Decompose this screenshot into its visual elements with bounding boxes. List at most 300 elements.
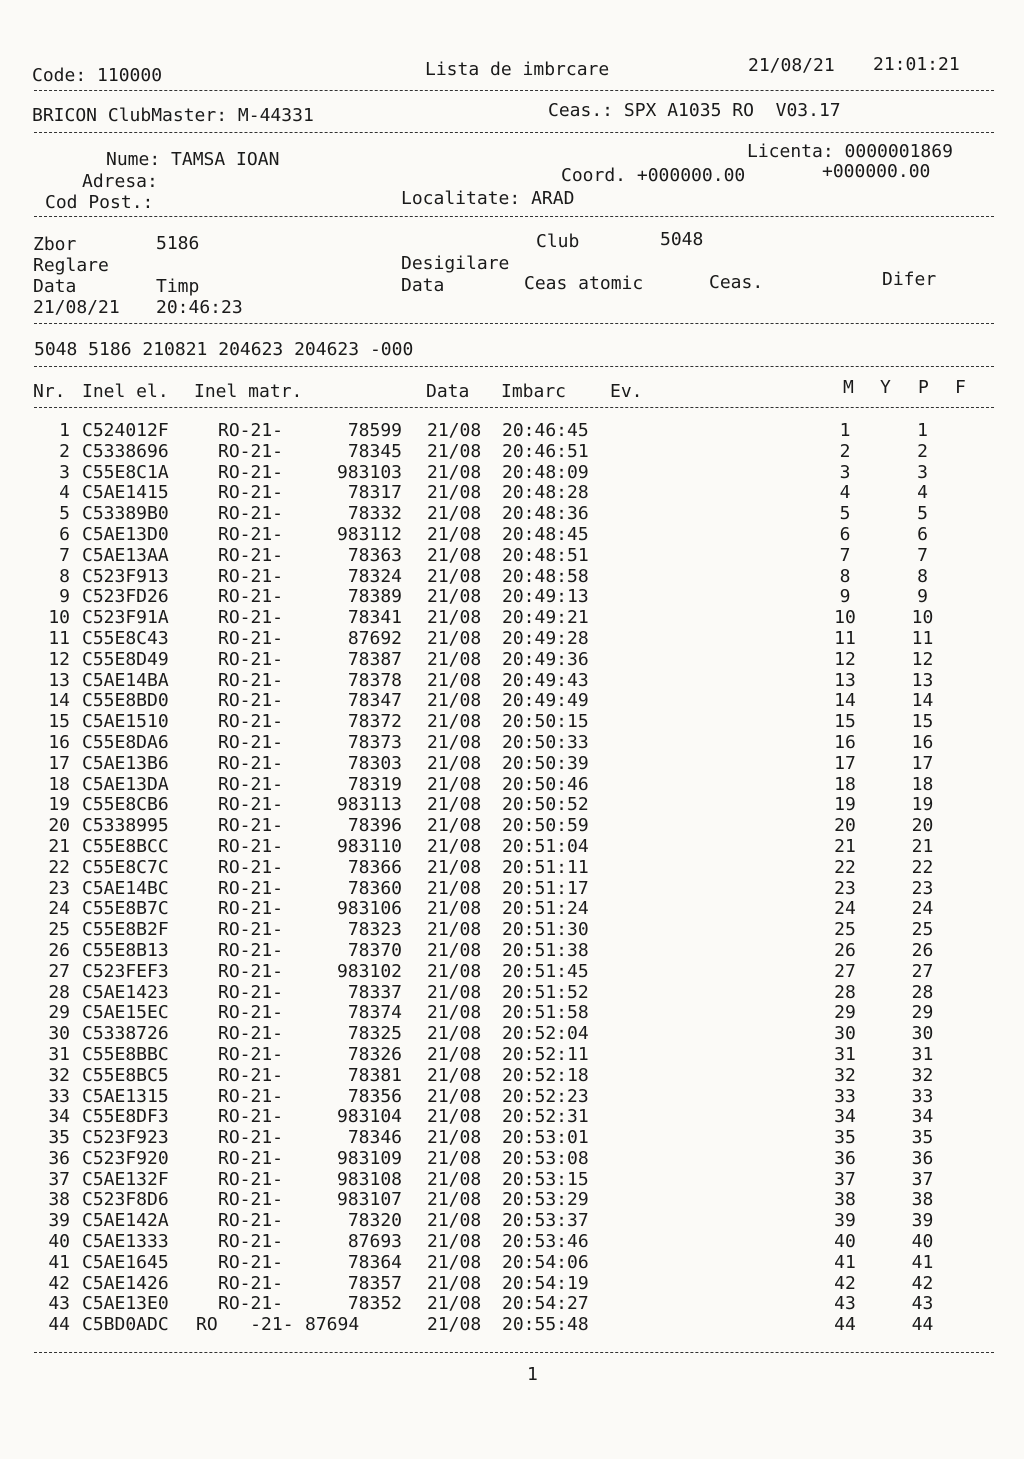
bricon-label: BRICON ClubMaster:: [32, 105, 228, 126]
row-m: 5: [839, 503, 851, 525]
row-inel-el: C5AE1423: [82, 981, 169, 1003]
row-inel-el: C5AE1333: [82, 1231, 169, 1253]
row-m: 44: [834, 1314, 856, 1336]
row-inel-el: C55E8D49: [82, 648, 169, 670]
row-ring-prefix: RO-21-: [218, 440, 284, 462]
row-date: 21/08: [427, 981, 482, 1003]
row-nr: 43: [48, 1293, 70, 1315]
row-ring-prefix: RO-21-: [218, 1127, 284, 1149]
row-nr: 31: [48, 1043, 70, 1065]
row-p: 35: [911, 1127, 934, 1149]
row-nr: 8: [59, 565, 70, 587]
row-ring-prefix: RO-21-: [218, 586, 284, 608]
row-p: 44: [911, 1314, 934, 1336]
row-m: 17: [834, 752, 856, 774]
row-ring-number: 78357: [347, 1272, 402, 1294]
row-inel-el: C5AE13DA: [82, 773, 169, 795]
row-time: 20:51:17: [502, 877, 589, 899]
row-m: 20: [834, 815, 856, 837]
table-row: [0, 1024, 1024, 1045]
row-ring-number: 78319: [347, 773, 402, 795]
row-nr: 2: [59, 440, 70, 462]
row-ring-number: 78360: [347, 877, 402, 899]
row-ring-prefix: RO-21-: [218, 1064, 284, 1086]
club-label: Club: [536, 231, 580, 252]
row-date: 21/08: [427, 1106, 482, 1128]
row-nr: 15: [48, 711, 70, 733]
row-ring-prefix: RO-21-: [218, 919, 284, 941]
row-m: 4: [839, 482, 851, 504]
licenta-value: 0000001869: [844, 141, 953, 162]
row-ring-prefix: RO -21-: [196, 1314, 294, 1336]
row-time: 20:49:28: [502, 627, 589, 649]
row-inel-el: C5BD0ADC: [82, 1314, 169, 1336]
row-p: 5: [917, 503, 928, 525]
row-time: 20:49:49: [502, 690, 589, 712]
table-row: [0, 795, 1024, 816]
row-ring-prefix: RO-21-: [218, 1251, 284, 1273]
row-p: 20: [911, 815, 934, 837]
arrival-table: [0, 421, 1024, 1336]
row-inel-el: C5AE1510: [82, 711, 169, 733]
row-ring-prefix: RO-21-: [218, 523, 284, 545]
row-ring-prefix: RO-21-: [218, 981, 284, 1003]
row-ring-number: 78320: [347, 1210, 402, 1232]
desigilare-label: Desigilare: [401, 253, 510, 274]
row-inel-el: C55E8C7C: [82, 856, 169, 878]
row-ring-number: 983109: [336, 1147, 402, 1169]
row-inel-el: C5338726: [82, 1023, 169, 1045]
row-ring-number: 983106: [336, 898, 402, 920]
version: V03.17: [775, 100, 841, 121]
row-p: 28: [911, 981, 934, 1003]
row-ring-prefix: RO-21-: [218, 1043, 284, 1065]
table-row: [0, 442, 1024, 463]
row-ring-prefix: RO-21-: [218, 1085, 284, 1107]
separator: [34, 366, 994, 367]
row-p: 17: [911, 752, 934, 774]
row-m: 32: [834, 1064, 856, 1086]
col-data: Data: [426, 381, 470, 402]
row-time: 20:53:29: [502, 1189, 589, 1211]
row-nr: 42: [48, 1272, 70, 1294]
row-time: 20:50:39: [502, 752, 589, 774]
row-time: 20:52:18: [502, 1064, 589, 1086]
row-inel-el: C5AE13E0: [82, 1293, 169, 1315]
row-m: 31: [834, 1043, 856, 1065]
table-row: [0, 712, 1024, 733]
row-p: 38: [911, 1189, 934, 1211]
row-inel-el: C523F920: [82, 1147, 169, 1169]
table-row: [0, 837, 1024, 858]
row-inel-el: C5AE1315: [82, 1085, 169, 1107]
row-date: 21/08: [427, 898, 482, 920]
table-row: [0, 858, 1024, 879]
row-ring-prefix: RO-21-: [218, 461, 284, 483]
document-title: Lista de imbrcare: [425, 59, 610, 80]
row-ring-number: 983108: [336, 1168, 402, 1190]
row-p: 37: [911, 1168, 934, 1190]
table-row: [0, 1128, 1024, 1149]
row-inel-el: C55E8B7C: [82, 898, 169, 920]
table-row: [0, 1170, 1024, 1191]
row-ring-number: 78341: [347, 607, 402, 629]
difer-label: Difer: [882, 269, 937, 290]
table-row: [0, 754, 1024, 775]
row-time: 20:54:27: [502, 1293, 589, 1315]
row-m: 33: [834, 1085, 856, 1107]
row-ring-prefix: RO-21-: [218, 1231, 284, 1253]
code-value: 110000: [97, 65, 163, 86]
row-nr: 22: [48, 856, 70, 878]
col-inel-el: Inel el.: [82, 381, 169, 402]
row-time: 20:51:45: [502, 960, 589, 982]
row-date: 21/08: [427, 773, 482, 795]
row-m: 42: [834, 1272, 856, 1294]
row-date: 21/08: [427, 1210, 482, 1232]
row-ring-number: 78303: [347, 752, 402, 774]
separator: [34, 323, 994, 324]
row-ring-prefix: RO-21-: [218, 1168, 284, 1190]
row-m: 38: [834, 1189, 856, 1211]
row-time: 20:50:59: [502, 815, 589, 837]
row-inel-el: C523F923: [82, 1127, 169, 1149]
row-m: 25: [834, 919, 856, 941]
row-ring-number: 78326: [347, 1043, 402, 1065]
row-ring-prefix: RO-21-: [218, 773, 284, 795]
row-inel-el: C55E8B13: [82, 939, 169, 961]
row-time: 20:52:31: [502, 1106, 589, 1128]
row-nr: 40: [48, 1231, 70, 1253]
row-inel-el: C523F913: [82, 565, 169, 587]
table-row: [0, 1066, 1024, 1087]
row-time: 20:50:33: [502, 731, 589, 753]
row-nr: 30: [48, 1023, 70, 1045]
table-row: [0, 1087, 1024, 1108]
row-m: 40: [834, 1231, 856, 1253]
row-m: 36: [834, 1147, 856, 1169]
table-row: [0, 920, 1024, 941]
row-p: 2: [917, 440, 928, 462]
table-row: [0, 879, 1024, 900]
row-p: 41: [911, 1251, 934, 1273]
row-date: 21/08: [427, 1314, 482, 1336]
table-row: [0, 546, 1024, 567]
row-nr: 1: [59, 420, 70, 441]
row-ring-prefix: RO-21-: [218, 960, 284, 982]
row-nr: 35: [48, 1127, 70, 1149]
row-m: 39: [834, 1210, 856, 1232]
row-inel-el: C5AE132F: [82, 1168, 169, 1190]
row-m: 35: [834, 1127, 856, 1149]
row-ring-prefix: RO-21-: [218, 565, 284, 587]
row-ring-number: 87694: [305, 1314, 360, 1336]
row-date: 21/08: [427, 711, 482, 733]
ceas-label-2: Ceas.: [709, 272, 764, 293]
row-m: 21: [834, 835, 856, 857]
table-row: [0, 525, 1024, 546]
row-ring-number: 87693: [347, 1231, 402, 1253]
row-p: 30: [911, 1023, 934, 1045]
row-time: 20:51:11: [502, 856, 589, 878]
row-inel-el: C523FEF3: [82, 960, 169, 982]
row-inel-el: C5AE15EC: [82, 1002, 169, 1024]
col-imbarc: Imbarc: [501, 381, 567, 402]
row-ring-number: 78364: [347, 1251, 402, 1273]
row-time: 20:48:51: [502, 544, 589, 566]
row-m: 27: [834, 960, 856, 982]
row-m: 18: [834, 773, 856, 795]
row-inel-el: C5AE13D0: [82, 523, 169, 545]
timp-label: Timp: [156, 276, 200, 297]
row-ring-prefix: RO-21-: [218, 1293, 284, 1315]
row-p: 25: [911, 919, 934, 941]
row-ring-number: 78346: [347, 1127, 402, 1149]
row-nr: 9: [59, 586, 70, 608]
row-nr: 21: [48, 835, 70, 857]
row-ring-prefix: RO-21-: [218, 856, 284, 878]
row-ring-number: 78324: [347, 565, 402, 587]
row-ring-prefix: RO-21-: [218, 482, 284, 504]
row-m: 3: [839, 461, 851, 483]
row-time: 20:51:30: [502, 919, 589, 941]
separator: [34, 132, 994, 133]
row-ring-number: 78370: [347, 939, 402, 961]
row-date: 21/08: [427, 690, 482, 712]
row-m: 19: [834, 794, 856, 816]
row-ring-prefix: RO-21-: [218, 1147, 284, 1169]
row-p: 33: [911, 1085, 934, 1107]
row-nr: 6: [59, 523, 70, 545]
row-nr: 10: [48, 607, 70, 629]
table-row: [0, 775, 1024, 796]
row-ring-number: 78378: [347, 669, 402, 691]
row-inel-el: C523F8D6: [82, 1189, 169, 1211]
table-row: [0, 962, 1024, 983]
row-p: 34: [911, 1106, 934, 1128]
row-date: 21/08: [427, 1231, 482, 1253]
row-date: 21/08: [427, 731, 482, 753]
row-ring-number: 78363: [347, 544, 402, 566]
row-time: 20:55:48: [502, 1314, 589, 1336]
row-time: 20:53:46: [502, 1231, 589, 1253]
row-inel-el: C55E8C1A: [82, 461, 169, 483]
table-row: [0, 1294, 1024, 1315]
row-m: 16: [834, 731, 856, 753]
row-inel-el: C55E8C43: [82, 627, 169, 649]
row-ring-prefix: RO-21-: [218, 794, 284, 816]
name-value: TAMSA IOAN: [171, 149, 280, 170]
row-ring-prefix: RO-21-: [218, 669, 284, 691]
row-ring-number: 78387: [347, 648, 402, 670]
coord-label: Coord.: [561, 165, 627, 186]
row-ring-prefix: RO-21-: [218, 1002, 284, 1024]
name-line: [106, 150, 279, 170]
row-inel-el: C523F91A: [82, 607, 169, 629]
row-p: 26: [911, 939, 934, 961]
code-label: Code:: [32, 65, 87, 86]
row-p: 4: [917, 482, 928, 504]
separator: [34, 216, 994, 217]
row-p: 12: [911, 648, 934, 670]
row-date: 21/08: [427, 669, 482, 691]
row-ring-number: 983110: [336, 835, 402, 857]
table-row: [0, 421, 1024, 442]
table-row: [0, 1107, 1024, 1128]
row-p: 10: [911, 607, 934, 629]
row-ring-number: 78366: [347, 856, 402, 878]
row-date: 21/08: [427, 586, 482, 608]
table-row: [0, 1232, 1024, 1253]
row-m: 13: [834, 669, 856, 691]
row-ring-number: 78396: [347, 815, 402, 837]
separator: [34, 1352, 994, 1353]
row-ring-prefix: RO-21-: [218, 690, 284, 712]
row-inel-el: C55E8DF3: [82, 1106, 169, 1128]
row-time: 20:50:15: [502, 711, 589, 733]
col-ev: Ev.: [610, 381, 643, 402]
row-ring-number: 78323: [347, 919, 402, 941]
row-p: 7: [917, 544, 928, 566]
page-number: 1: [527, 1364, 538, 1385]
row-nr: 41: [48, 1251, 70, 1273]
row-inel-el: C5AE1645: [82, 1251, 169, 1273]
ceas-label: Ceas.:: [548, 100, 614, 121]
row-m: 6: [839, 523, 851, 545]
row-nr: 5: [59, 503, 70, 525]
row-date: 21/08: [427, 565, 482, 587]
ceas-value: SPX A1035 RO: [623, 100, 754, 121]
row-p: 29: [911, 1002, 934, 1024]
table-row: [0, 1003, 1024, 1024]
row-date: 21/08: [427, 815, 482, 837]
row-nr: 20: [48, 815, 70, 837]
row-nr: 7: [59, 544, 70, 566]
row-nr: 32: [48, 1064, 70, 1086]
row-m: 9: [839, 586, 851, 608]
table-row: [0, 608, 1024, 629]
row-time: 20:51:52: [502, 981, 589, 1003]
row-date: 21/08: [427, 544, 482, 566]
ceas-atomic-label: Ceas atomic: [524, 273, 644, 294]
table-row: [0, 671, 1024, 692]
col-nr: Nr.: [33, 381, 66, 402]
row-ring-prefix: RO-21-: [218, 711, 284, 733]
row-p: 16: [911, 731, 934, 753]
row-time: 20:49:21: [502, 607, 589, 629]
row-time: 20:48:45: [502, 523, 589, 545]
row-ring-prefix: RO-21-: [218, 1189, 284, 1211]
row-time: 20:48:09: [502, 461, 589, 483]
table-row: [0, 1211, 1024, 1232]
row-inel-el: C53389B0: [82, 503, 169, 525]
row-time: 20:54:06: [502, 1251, 589, 1273]
row-nr: 3: [59, 461, 70, 483]
row-ring-number: 78374: [347, 1002, 402, 1024]
row-date: 21/08: [427, 1023, 482, 1045]
row-date: 21/08: [427, 503, 482, 525]
row-m: 26: [834, 939, 856, 961]
row-p: 21: [911, 835, 934, 857]
row-date: 21/08: [427, 1064, 482, 1086]
row-p: 36: [911, 1147, 934, 1169]
col-m: M: [843, 377, 854, 398]
row-nr: 26: [48, 939, 70, 961]
row-time: 20:51:58: [502, 1002, 589, 1024]
row-ring-prefix: RO-21-: [218, 627, 284, 649]
row-inel-el: C55E8BD0: [82, 690, 169, 712]
row-p: 27: [911, 960, 934, 982]
row-time: 20:50:52: [502, 794, 589, 816]
row-nr: 44: [48, 1314, 70, 1336]
row-nr: 34: [48, 1106, 70, 1128]
row-ring-number: 78381: [347, 1064, 402, 1086]
row-date: 21/08: [427, 1293, 482, 1315]
row-nr: 24: [48, 898, 70, 920]
row-m: 28: [834, 981, 856, 1003]
row-time: 20:53:37: [502, 1210, 589, 1232]
bricon-value: M-44331: [237, 105, 314, 126]
row-nr: 23: [48, 877, 70, 899]
licenta-line: [747, 142, 953, 162]
table-row: [0, 816, 1024, 837]
row-ring-number: 983113: [336, 794, 402, 816]
reglare-time: 20:46:23: [156, 297, 243, 318]
row-m: 30: [834, 1023, 856, 1045]
row-date: 21/08: [427, 877, 482, 899]
row-date: 21/08: [427, 1272, 482, 1294]
row-ring-prefix: RO-21-: [218, 939, 284, 961]
row-ring-number: 78372: [347, 711, 402, 733]
row-date: 21/08: [427, 482, 482, 504]
localitate-value: ARAD: [531, 188, 575, 209]
row-ring-prefix: RO-21-: [218, 835, 284, 857]
row-ring-number: 78325: [347, 1023, 402, 1045]
table-row: [0, 1045, 1024, 1066]
row-ring-number: 983102: [336, 960, 402, 982]
row-ring-prefix: RO-21-: [218, 1272, 284, 1294]
row-time: 20:48:58: [502, 565, 589, 587]
table-row: [0, 567, 1024, 588]
table-row: [0, 1253, 1024, 1274]
row-nr: 27: [48, 960, 70, 982]
row-inel-el: C55E8CB6: [82, 794, 169, 816]
bricon-line: [32, 106, 314, 126]
table-row: [0, 463, 1024, 484]
row-inel-el: C5338995: [82, 815, 169, 837]
name-label: Nume:: [106, 149, 161, 170]
row-p: 3: [917, 461, 928, 483]
row-nr: 14: [48, 690, 70, 712]
row-ring-number: 78389: [347, 586, 402, 608]
row-date: 21/08: [427, 1168, 482, 1190]
row-p: 24: [911, 898, 934, 920]
table-row: [0, 650, 1024, 671]
row-ring-prefix: RO-21-: [218, 877, 284, 899]
row-nr: 11: [48, 627, 70, 649]
row-inel-el: C5AE13AA: [82, 544, 169, 566]
row-m: 41: [834, 1251, 856, 1273]
table-row: [0, 941, 1024, 962]
ceas-line: [548, 101, 841, 121]
row-ring-prefix: RO-21-: [218, 1023, 284, 1045]
row-date: 21/08: [427, 752, 482, 774]
zbor-label: Zbor: [33, 234, 77, 255]
row-nr: 13: [48, 669, 70, 691]
row-time: 20:52:23: [502, 1085, 589, 1107]
row-ring-prefix: RO-21-: [218, 1210, 284, 1232]
code-line: [32, 66, 162, 86]
